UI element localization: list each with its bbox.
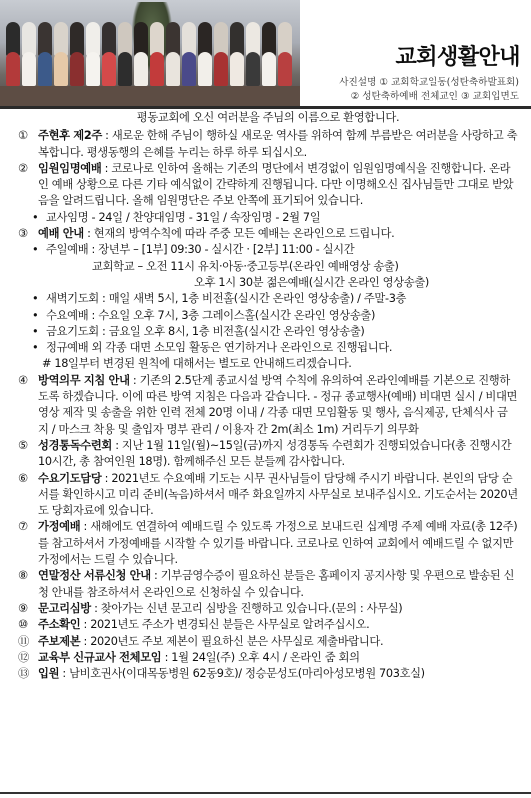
item-number: ① [18,129,28,143]
announcement-8 [18,568,518,601]
item-number: ② [18,161,28,175]
announcement-4 [18,373,518,438]
item-label: 연말정산 서류신청 안내 [38,569,151,583]
photo-caption-line1: 사진설명 ① 교회학교일동(성탄축하발표회) [339,77,519,88]
photo-front-row [6,52,296,86]
worship-sunday-text: 주일예배 : 장년부 – [1부] 09:30 - 실시간 · [2부] 11:00 - 실시간 [46,243,355,257]
worship-dawn [32,291,518,307]
appointment-text: 교사임명 - 24일 / 찬양대임명 - 31일 / 속장임명 - 2월 7일 [46,210,321,224]
item-label: 임원임명예배 [38,161,102,175]
bullet-icon: • [32,324,39,338]
item-text: : 지난 1월 11일(월)~15일(금)까지 성경통독 수련회가 진행되었습니다(총 진행시간 10시간, 총 참여인원 18명). 함께해주신 모든 분들께 감사합니다. [38,438,512,469]
bullet-icon: • [32,341,39,355]
worship-wednesday [32,308,518,324]
item-text: : 현재의 방역수칙에 따라 주중 모든 예배는 온라인으로 드립니다. [83,227,395,241]
worship-youth: 오후 1시 30분 젊은예배(실시간 온라인 영상송출) [194,275,429,289]
item-text: : 2020년도 주보 제본이 필요하신 분은 사무실로 제출바랍니다. [80,634,384,648]
item-number: ⑩ [18,618,28,632]
item-label: 주보제본 [38,634,81,648]
item-label: 주현후 제2주 [38,129,102,143]
item-label: 예배 안내 [38,227,84,241]
item-label: 입원 [38,667,60,681]
bottom-rule [0,792,531,794]
item-label: 성경통독수련회 [38,438,112,452]
photo-floor [0,86,300,106]
announcement-10 [18,617,518,633]
item-number: ④ [18,373,28,387]
item-text: : 기존의 2.5단계 종교시설 방역 수칙에 유의하여 온라인예배를 기본으로 진행하도록 하겠습니다. 이에 따른 방역 지침은 다음과 같습니다. - 정규 종교행사(예배) 비대면 실시 / 비대면 영상 제작 및 송출을 위한 인력 전체 20명 이내 / 각종 대면 모임활동 및 행사, 음식제공, 단체식사 금지 / 마스크 착용 및 출입자 명부 관리 / 이용자 간 2m(최소 1m) 거리두기 의무화 [38,373,518,436]
announcement-3 [18,226,518,242]
announcement-1 [18,128,518,161]
bullet-icon: • [32,243,39,257]
page-title: 교회생활안내 [395,45,520,70]
item-number: ⑧ [18,569,28,583]
item-label: 문고리심방 [38,601,91,615]
bullet-icon: • [32,210,39,224]
item-number: ⑨ [18,601,28,615]
item-number: ⑤ [18,438,28,452]
worship-sunday [32,242,518,258]
worship-other [32,340,518,356]
item-label: 수요기도담당 [38,471,102,485]
announcement-9 [18,601,518,617]
announcement-7 [18,519,518,568]
photo-back-row [6,22,296,56]
item-text: : 새로운 한해 주님이 행하실 새로운 역사를 위하여 함께 부름받은 여러분을 사랑하고 축복합니다. 평생동행의 은혜를 누리는 하루 하루 되십시오. [38,129,518,159]
announcement-6 [18,471,518,520]
announcements [18,110,518,682]
announcement-11 [18,634,518,650]
group-photo [0,0,300,106]
item-number: ⑬ [18,667,29,681]
worship-school: 교회학교 – 오전 11시 유치·아동·중고등부(온라인 예배영상 송출) [92,259,399,273]
appointment-dates [32,210,518,226]
worship-friday-text: 금요기도회 : 금요일 오후 8시, 1층 비전홀(실시간 온라인 영상송출) [46,324,365,338]
item-number: ⑦ [18,520,28,534]
item-label: 가정예배 [38,520,81,534]
item-text: : 1월 24일(주) 오후 4시 / 온라인 줌 회의 [161,650,360,664]
worship-friday [32,324,518,340]
photo-caption-line2: ② 성탄축하예배 전체교인 ③ 교회입면도 [350,91,519,102]
item-number: ⑪ [18,634,29,648]
announcement-13 [18,666,518,682]
item-text: : 기부금영수증이 필요하신 분들은 홈페이지 공지사항 및 우편으로 발송된 신청 안내를 참조하셔서 온라인으로 신청하실 수 있습니다. [38,569,515,599]
item-number: ③ [18,227,28,241]
bullet-icon: • [32,308,39,322]
item-label: 교육부 신규교사 전체모임 [38,650,162,664]
item-number: ⑫ [18,650,29,664]
item-text: : 남비호권사(이대목동병원 62동9호)/ 정승문성도(마리아성모병원 703호실) [59,667,425,681]
item-text: : 2021년도 주소가 변경되신 분들은 사무실로 알려주십시오. [80,618,370,632]
announcement-5 [18,438,518,471]
bullet-icon: • [32,292,39,306]
worship-note: # 18일부터 변경된 원칙에 대해서는 별도로 안내해드리겠습니다. [42,357,352,371]
item-number: ⑥ [18,471,28,485]
header [0,0,531,108]
worship-wednesday-text: 수요예배 : 수요일 오후 7시, 3층 그레이스홀(실시간 온라인 영상송출) [46,308,376,322]
item-text: : 찾아가는 신년 문고리 심방을 진행하고 있습니다.(문의 : 사무실) [90,601,403,615]
item-label: 방역의무 지침 안내 [38,373,130,387]
item-label: 주소확인 [38,618,81,632]
worship-other-text: 정규예배 외 각종 대면 소모임 활동은 연기하거나 온라인으로 진행됩니다. [46,341,393,355]
item-text: : 새해에도 연결하여 예배드릴 수 있도록 가정으로 보내드린 십계명 주제 예배 자료(총 12주)를 참고하셔서 가정예배를 시작할 수 있기를 바랍니다. 코로나로 인하여 교회에서 예배드릴 수 없지만 가정에서는 드릴 수 있습니다. [38,520,518,567]
welcome-text: 평동교회에 오신 여러분을 주님의 이름으로 환영합니다. [136,111,400,124]
item-text: : 코로나로 인하여 올해는 기존의 명단에서 변경없이 임원임명예식을 진행합니다. 온라인 예배 상황으로 다른 기타 예식없이 간략하게 진행됩니다. 다만 이명해오신 집사님들만 그대로 받았음을 알려드립니다. 올해 임원명단은 주보 안쪽에 표기되어 있습니다. [38,161,514,208]
item-text: : 2021년도 수요예배 기도는 시무 권사님들이 담당해 주시기 바랍니다. 본인의 담당 순서를 확인하시고 미리 준비(녹음)하셔서 매주 화요일까지 사무실로 보내주십시오. 기도순서는 2020년도 당회자료에 있습니다. [38,471,518,518]
worship-dawn-text: 새벽기도회 : 매일 새벽 5시, 1층 비전홀(실시간 온라인 영상송출) / 주말-3층 [46,292,407,306]
header-divider [0,106,531,109]
announcement-2 [18,161,518,210]
announcement-12 [18,650,518,666]
